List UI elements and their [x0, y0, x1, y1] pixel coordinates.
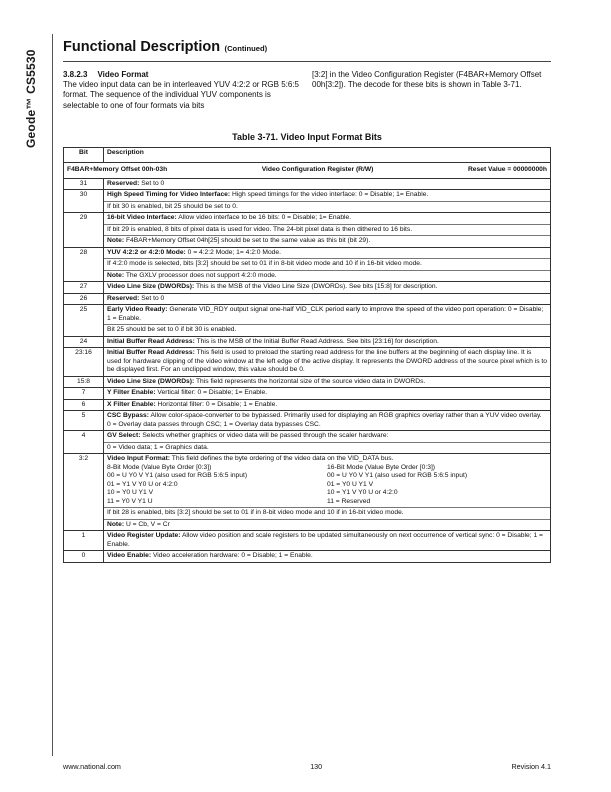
description-note [104, 519, 550, 530]
bit-cell: 3:2 [64, 454, 104, 531]
table-row [64, 213, 551, 248]
field-text: This field represents the horizontal size of the source video data in DWORDs. [195, 377, 426, 385]
field-text: Selects whether graphics or video data will be passed through the scaler hardware: [142, 432, 389, 439]
note-text: The GXLV processor does not support 4:2:0 mode. [125, 271, 277, 279]
field-text: Generate VID_RDY output signal one-half VID_CLK period early to improve the speed of the video port operation: 0 = Disable; 1 = Enable. [107, 306, 544, 322]
description-line [107, 412, 542, 428]
description-line [107, 532, 543, 548]
continued-label: (Continued) [224, 44, 268, 53]
table-row [64, 551, 551, 563]
field-title: Reserved: [107, 294, 140, 302]
byte-order-line: 16-Bit Mode (Value Byte Order [0:3]) [327, 463, 436, 471]
intro-paragraph-right: [3:2] in the Video Configuration Register (F4BAR+Memory Offset 00h[3:2]). The decode for these bits is shown in Table 3-71. [312, 70, 542, 90]
register-name: Video Configuration Register (R/W) [261, 166, 374, 173]
description-line [107, 389, 267, 396]
description-cell [104, 213, 551, 248]
byte-order-line: 10 = Y0 U Y1 V [107, 489, 154, 496]
description-extra: 0 = Video data; 1 = Graphics data. [104, 442, 550, 453]
note-text: U = Cb, V = Cr [125, 520, 170, 528]
field-title: Reserved: [107, 179, 140, 187]
eight-bit-mode-column [107, 464, 327, 507]
register-row [64, 163, 551, 179]
bit-cell: 29 [64, 213, 104, 248]
description-extra: If bit 28 is enabled, bits [3:2] should be set to 01 if in 8-bit video mode and 10 if in 16-bit video mode. [104, 507, 550, 518]
field-text: This is the MSB of the Initial Buffer Read Address. See bits [23:16] for description. [196, 337, 439, 345]
description-cell [104, 348, 551, 377]
table-row [64, 376, 551, 388]
page-number: 130 [310, 762, 323, 771]
description-extra: If 4:2:0 mode is selected, bits [3:2] should be set to 01 if in 8-bit video mode and 10 if in 16-bit video mode. [104, 258, 550, 269]
bit-cell: 4 [64, 431, 104, 454]
description-cell [104, 190, 551, 213]
table-row [64, 348, 551, 377]
table-row [64, 336, 551, 348]
sixteen-bit-mode-column [327, 464, 547, 507]
description-cell [104, 411, 551, 431]
field-title: GV Select: [107, 432, 141, 439]
field-title: Early Video Ready: [107, 306, 168, 313]
description-line [107, 338, 439, 345]
intro-paragraph-left: The video input data can be in interleaved YUV 4:2:2 or RGB 5:6:5 format. The sequence of the individual YUV components is selectable to one of four formats via bits [63, 80, 299, 110]
bit-cell: 6 [64, 399, 104, 411]
field-title: CSC Bypass: [107, 412, 149, 419]
field-title: 16-bit Video Interface: [107, 214, 177, 221]
table-row [64, 190, 551, 213]
note-label: Note: [107, 520, 125, 528]
table-row [64, 293, 551, 305]
field-text: This is the MSB of the Video Line Size (DWORDs). See bits [15:8] for description. [195, 283, 438, 290]
description-extra: If bit 29 is enabled, 8 bits of pixel data is used for video. The 24-bit pixel data is then dithered to 16 bits. [104, 224, 550, 235]
description-cell [104, 454, 551, 531]
page-footer [63, 762, 551, 771]
byte-order-line: 00 = U Y0 V Y1 (also used for RGB 5:6:5 input) [327, 472, 468, 479]
bit-cell: 7 [64, 388, 104, 400]
field-title: Video Line Size (DWORDs): [107, 377, 195, 385]
field-text: Vertical filter: 0 = Disable; 1= Enable. [157, 389, 268, 396]
table-row [64, 247, 551, 282]
intro-left-column [63, 70, 299, 111]
description-line [107, 432, 388, 439]
field-text: Horizontal filter: 0 = Disable; 1 = Enable. [157, 400, 278, 408]
side-tab [22, 38, 42, 148]
description-extra: Bit 25 should be set to 0 if bit 30 is enabled. [104, 324, 550, 335]
description-cell [104, 336, 551, 348]
description-cell [104, 305, 551, 337]
table-row [64, 531, 551, 551]
note-text: F4BAR+Memory Offset 04h[25] should be set to the same value as this bit (bit 29). [125, 237, 371, 244]
field-title: YUV 4:2:2 or 4:2:0 Mode: [107, 248, 186, 256]
description-line [107, 455, 547, 464]
field-text: Set to 0 [141, 179, 165, 187]
description-line [107, 191, 428, 198]
byte-order-line: 01 = Y1 V Y0 U or 4:2:0 [107, 480, 178, 488]
description-line [107, 552, 313, 559]
bit-cell: 0 [64, 551, 104, 563]
field-text: Set to 0 [141, 294, 165, 302]
header-description: Description [104, 148, 551, 163]
description-cell [104, 247, 551, 282]
field-title: Y Filter Enable: [107, 389, 156, 396]
field-title: High Speed Timing for Video Interface: [107, 191, 231, 198]
description-line [107, 401, 277, 408]
field-title: Initial Buffer Read Address: [107, 337, 195, 345]
description-extra: If bit 30 is enabled, bit 25 should be set to 0. [104, 201, 550, 212]
register-reset: Reset Value = 00000000h [467, 166, 547, 173]
description-line [107, 295, 164, 302]
field-text: Allow color-space-converter to be bypassed. Primarily used for displaying an RGB graphics overlay rather than a YUV video overlay. 0 = Overlay data passes through CSC; 1 = Overlay data bypasses CSC. [107, 412, 542, 428]
byte-order-line: 00 = U Y0 V Y1 (also used for RGB 5:6:5 input) [107, 472, 248, 479]
bit-cell: 5 [64, 411, 104, 431]
description-cell [104, 399, 551, 411]
description-line [107, 306, 543, 322]
table-row [64, 388, 551, 400]
table-row [64, 178, 551, 190]
bit-cell: 27 [64, 282, 104, 294]
description-line [107, 214, 351, 221]
page-title: Functional Description [63, 39, 221, 55]
description-line [107, 283, 437, 290]
section-number: 3.8.2.3 [63, 70, 88, 79]
description-cell [104, 551, 551, 563]
table-row [64, 454, 551, 531]
note-label: Note: [107, 271, 125, 279]
footer-url: www.national.com [63, 762, 121, 771]
note-label: Note: [107, 237, 125, 244]
description-cell [104, 431, 551, 454]
table-row [64, 282, 551, 294]
bit-cell: 28 [64, 247, 104, 282]
field-title: Video Input Format: [107, 455, 171, 462]
byte-order-line: 8-Bit Mode (Value Byte Order [0:3]) [107, 463, 212, 471]
video-format-table [63, 147, 551, 563]
table-caption: Table 3-71. Video Input Format Bits [232, 132, 382, 142]
field-text: This field is used to preload the starting read address for the line buffers at the beginning of each display line. It is used for hardware clipping of the video window at the left edge of the active display. It represents the DWORD address of the source pixel which is to be displayed first. For an unclipped window, this value should be 0. [107, 349, 547, 373]
header-bit: Bit [64, 148, 104, 163]
field-title: X Filter Enable: [107, 400, 156, 408]
table-row [64, 399, 551, 411]
field-text: This field defines the byte ordering of the video data on the VID_DATA bus. [171, 455, 394, 462]
bit-cell: 15:8 [64, 376, 104, 388]
description-note [104, 235, 550, 246]
field-text: 0 = 4:2:2 Mode; 1= 4:2:0 Mode. [187, 248, 281, 256]
description-cell [104, 293, 551, 305]
description-cell [104, 178, 551, 190]
description-line [107, 349, 547, 373]
field-text: Video acceleration hardware: 0 = Disable; 1 = Enable. [152, 552, 313, 559]
byte-order-line: 10 = Y1 V Y0 U or 4:2:0 [327, 489, 398, 496]
description-line [107, 378, 425, 385]
field-text: Allow video interface to be 16 bits: 0 = Disable; 1= Enable. [178, 214, 352, 221]
table-row [64, 411, 551, 431]
bit-cell: 24 [64, 336, 104, 348]
description-cell [104, 388, 551, 400]
table-row [64, 431, 551, 454]
description-line [107, 249, 281, 256]
byte-order-line: 01 = Y0 U Y1 V [327, 480, 374, 488]
description-cell [104, 282, 551, 294]
revision: Revision 4.1 [511, 762, 551, 771]
byte-order-line: 11 = Y0 V Y1 U [107, 497, 153, 505]
bit-cell: 30 [64, 190, 104, 213]
bit-cell: 23:16 [64, 348, 104, 377]
table-row [64, 305, 551, 337]
field-title: Video Register Update: [107, 532, 181, 539]
description-cell [104, 531, 551, 551]
bit-cell: 1 [64, 531, 104, 551]
section-title: Video Format [97, 70, 149, 79]
byte-order-columns [107, 464, 547, 507]
product-name: Geode™ CS5530 [24, 49, 38, 148]
field-text: High speed timings for the video interface: 0 = Disable; 1= Enable. [231, 191, 429, 198]
description-line [107, 180, 164, 187]
register-offset: F4BAR+Memory Offset 00h-03h [67, 166, 168, 173]
page-header [63, 38, 551, 62]
description-cell [104, 376, 551, 388]
bit-cell: 31 [64, 178, 104, 190]
field-text: Allow video position and scale registers to be updated simultaneously on next occurrence of vertical sync: 0 = Disable; 1 = Enable. [107, 532, 543, 548]
header-divider [63, 61, 551, 62]
field-title: Initial Buffer Read Address: [107, 349, 195, 356]
table-header-row [64, 148, 551, 163]
bit-cell: 26 [64, 293, 104, 305]
byte-order-line: 11 = Reserved [327, 497, 371, 505]
bit-cell: 25 [64, 305, 104, 337]
description-note [104, 270, 550, 281]
field-title: Video Enable: [107, 552, 152, 559]
margin-rule [52, 34, 53, 756]
field-title: Video Line Size (DWORDs): [107, 283, 195, 290]
register-cell [64, 163, 551, 179]
